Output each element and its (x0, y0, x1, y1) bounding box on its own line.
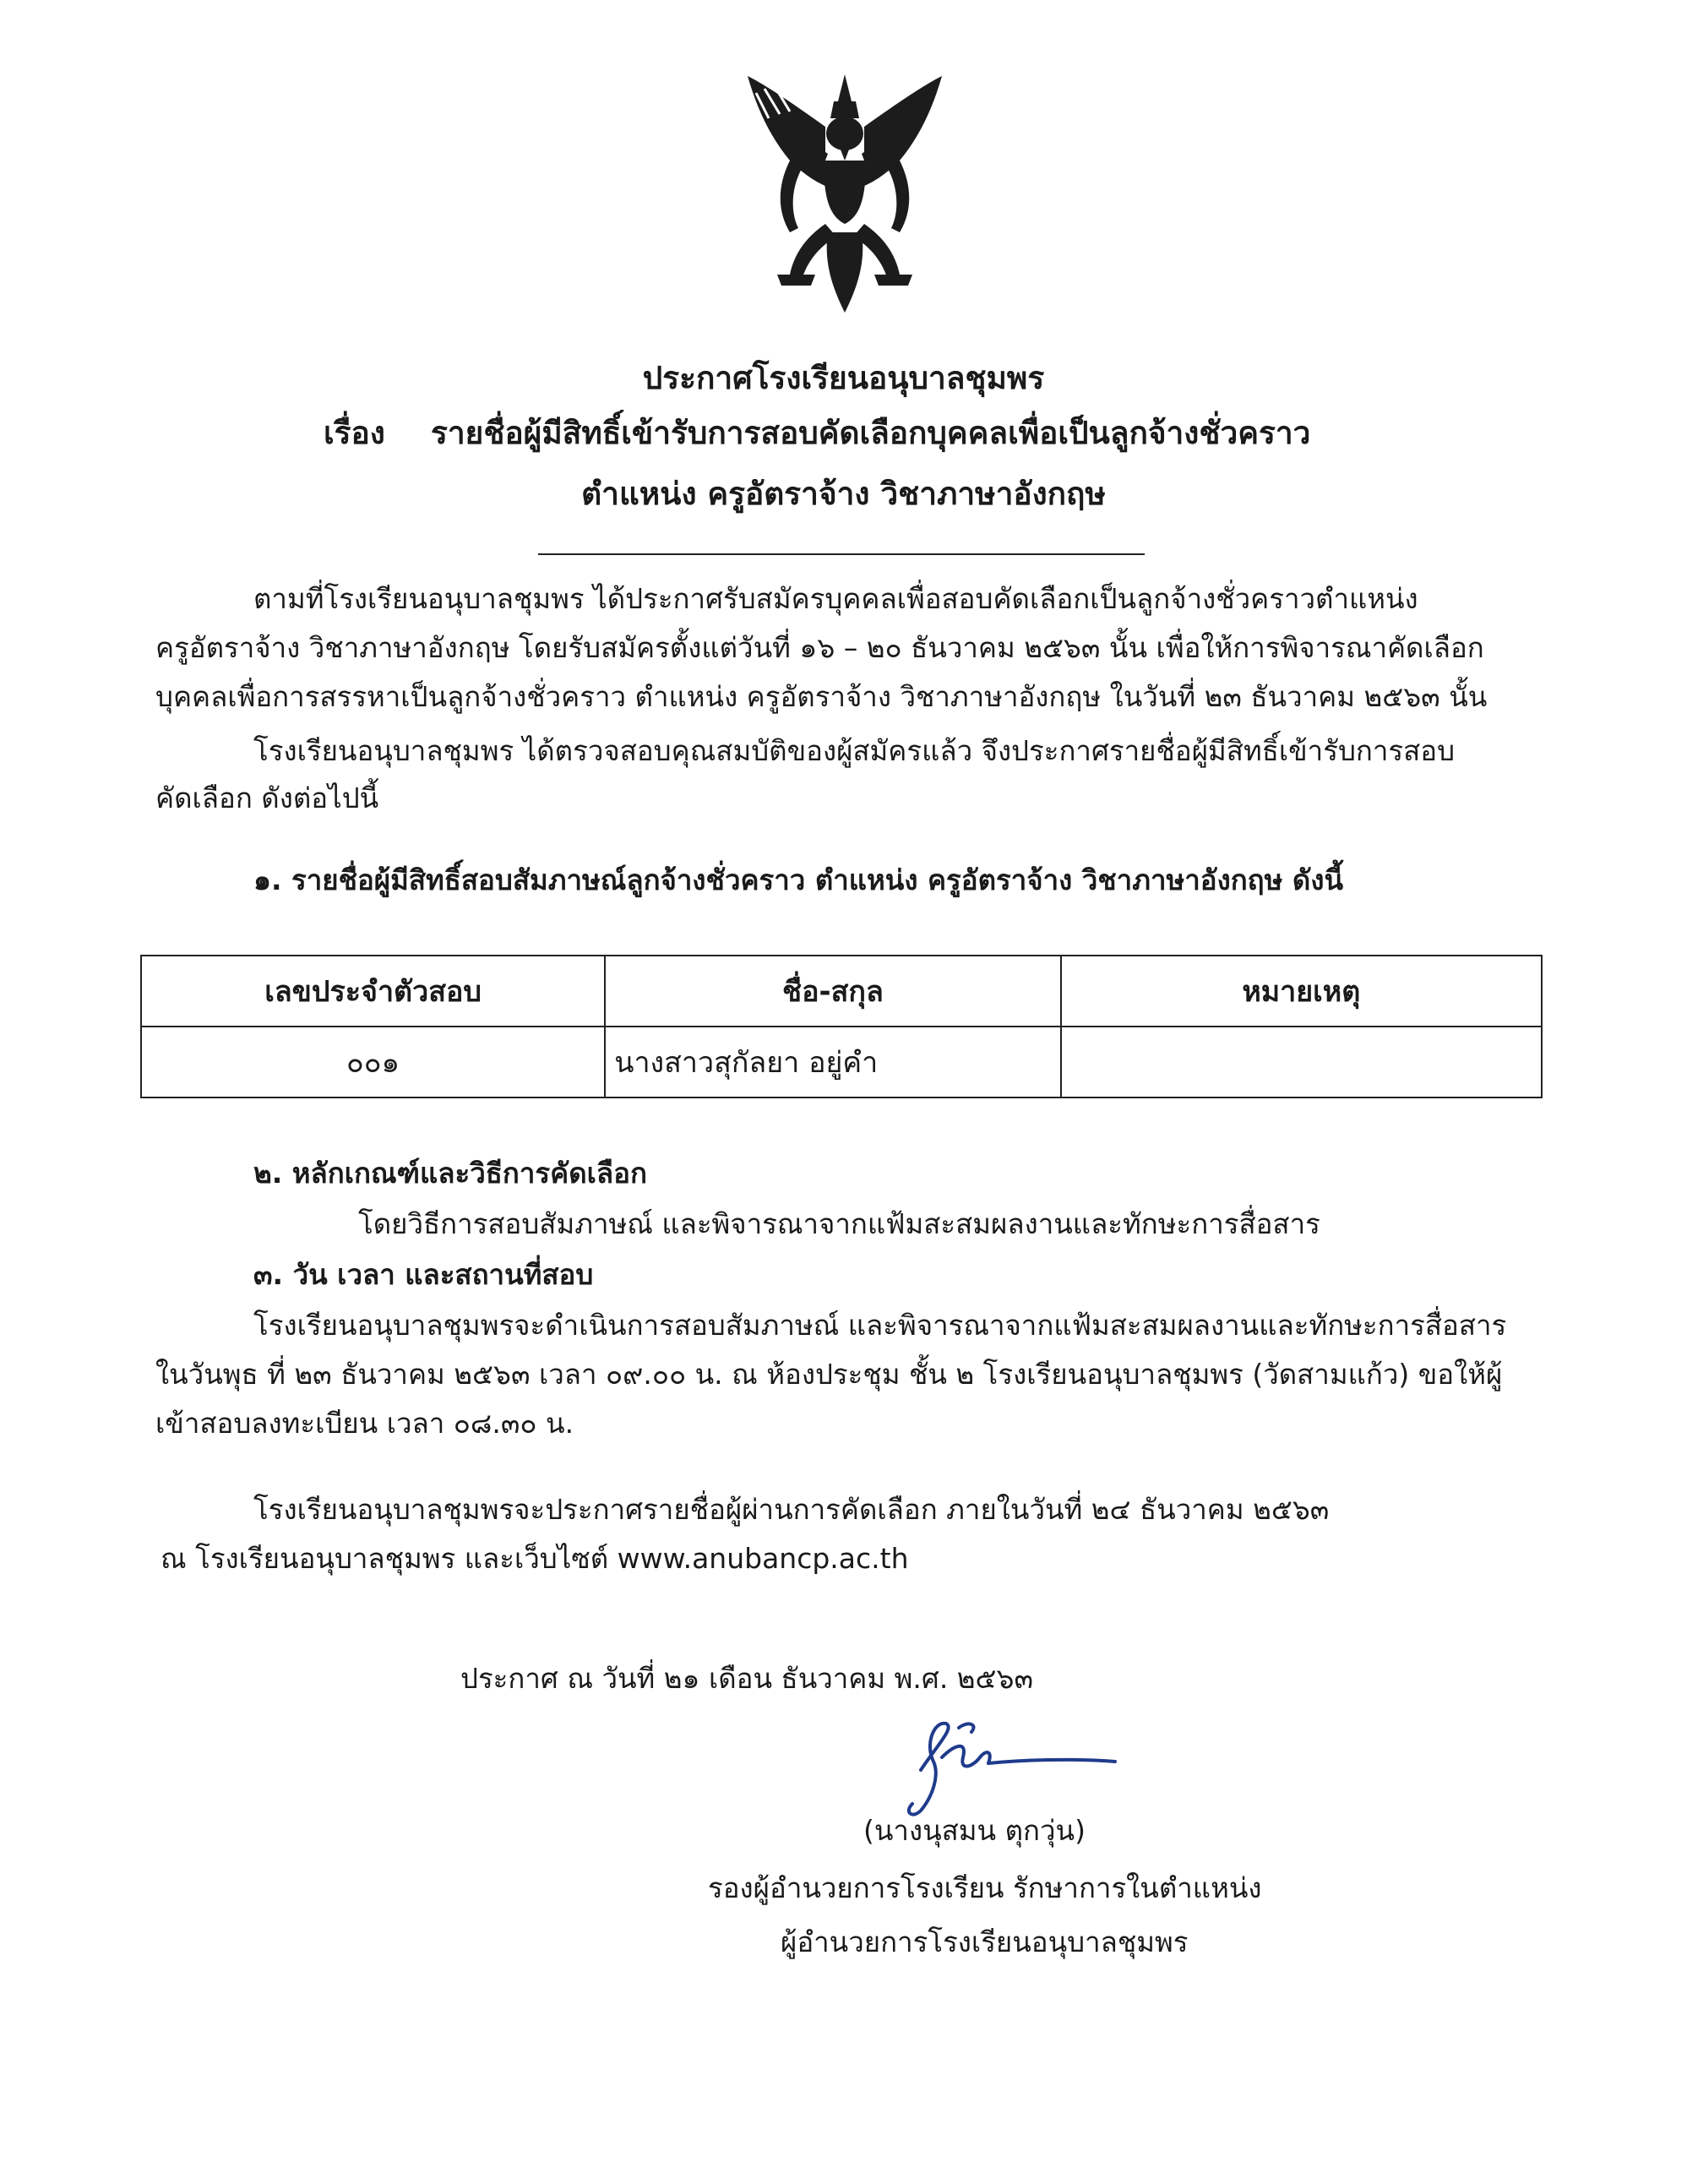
cell-exam-id: ๐๐๑ (141, 1027, 605, 1097)
col-header-exam-id: เลขประจำตัวสอบ (141, 956, 605, 1027)
section-3-line-3: เข้าสอบลงทะเบียน เวลา ๐๘.๓๐ น. (155, 1407, 574, 1440)
section-3-line-1: โรงเรียนอนุบาลชุมพรจะดำเนินการสอบสัมภาษณ์ และพิจารณาจากแฟ้มสะสมผลงานและทักษะการสื่อสาร (253, 1309, 1507, 1342)
announcement-title: ประกาศโรงเรียนอนุบาลชุมพร (642, 360, 1045, 396)
garuda-emblem-icon (731, 68, 959, 321)
results-line-1: โรงเรียนอนุบาลชุมพรจะประกาศรายชื่อผู้ผ่านการคัดเลือก ภายในวันที่ ๒๔ ธันวาคม ๒๕๖๓ (253, 1493, 1330, 1526)
intro-line-2: ครูอัตราจ้าง วิชาภาษาอังกฤษ โดยรับสมัครตั้งแต่วันที่ ๑๖ – ๒๐ ธันวาคม ๒๕๖๓ นั้น เพื่อให้การพิจารณาคัดเลือก (155, 631, 1484, 664)
section-3-heading: ๓. วัน เวลา และสถานที่สอบ (253, 1258, 594, 1291)
candidates-table (140, 955, 1543, 1098)
table-row (141, 1027, 1542, 1097)
col-header-name: ชื่อ-สกุล (605, 956, 1060, 1027)
results-line-2: ณ โรงเรียนอนุบาลชุมพร และเว็บไซต์ www.anubancp.ac.th (161, 1542, 909, 1575)
intro-line-5: คัดเลือก ดังต่อไปนี้ (155, 782, 379, 814)
signer-title-1: รองผู้อำนวยการโรงเรียน รักษาการในตำแหน่ง (708, 1871, 1262, 1904)
subject-text: รายชื่อผู้มีสิทธิ์เข้ารับการสอบคัดเลือกบุคคลเพื่อเป็นลูกจ้างชั่วคราว (431, 415, 1311, 451)
table-header-row (141, 956, 1542, 1027)
section-1-heading: ๑. รายชื่อผู้มีสิทธิ์สอบสัมภาษณ์ลูกจ้างชั่วคราว ตำแหน่ง ครูอัตราจ้าง วิชาภาษาอังกฤษ ดังนี้ (253, 863, 1343, 896)
header-divider (538, 553, 1145, 555)
cell-name: นางสาวสุกัลยา อยู่คำ (605, 1027, 1060, 1097)
col-header-note: หมายเหตุ (1061, 956, 1542, 1027)
announced-date: ประกาศ ณ วันที่ ๒๑ เดือน ธันวาคม พ.ศ. ๒๕๖๓ (460, 1662, 1034, 1695)
section-2-heading: ๒. หลักเกณฑ์และวิธีการคัดเลือก (253, 1157, 647, 1190)
intro-line-3: บุคคลเพื่อการสรรหาเป็นลูกจ้างชั่วคราว ตำแหน่ง ครูอัตราจ้าง วิชาภาษาอังกฤษ ในวันที่ ๒๓ ธันวาคม ๒๕๖๓ นั้น (155, 680, 1488, 713)
cell-note (1061, 1027, 1542, 1097)
position-line: ตำแหน่ง ครูอัตราจ้าง วิชาภาษาอังกฤษ (581, 476, 1106, 512)
signature-icon (887, 1711, 1124, 1821)
section-2-body: โดยวิธีการสอบสัมภาษณ์ และพิจารณาจากแฟ้มสะสมผลงานและทักษะการสื่อสาร (358, 1207, 1320, 1240)
intro-line-4: โรงเรียนอนุบาลชุมพร ได้ตรวจสอบคุณสมบัติของผู้สมัครแล้ว จึงประกาศรายชื่อผู้มีสิทธิ์เข้ารับการสอบ (253, 734, 1456, 767)
signer-title-2: ผู้อำนวยการโรงเรียนอนุบาลชุมพร (781, 1925, 1189, 1958)
subject-label: เรื่อง (324, 415, 385, 451)
intro-line-1: ตามที่โรงเรียนอนุบาลชุมพร ได้ประกาศรับสมัครบุคคลเพื่อสอบคัดเลือกเป็นลูกจ้างชั่วคราวตำแหน่ง (253, 582, 1418, 615)
signer-name: (นางนุสมน ตุกวุ่น) (863, 1814, 1086, 1847)
section-3-line-2: ในวันพุธ ที่ ๒๓ ธันวาคม ๒๕๖๓ เวลา ๐๙.๐๐ น. ณ ห้องประชุม ชั้น ๒ โรงเรียนอนุบาลชุมพร (วัดสามแก้ว) ขอให้ผู้ (155, 1358, 1503, 1391)
